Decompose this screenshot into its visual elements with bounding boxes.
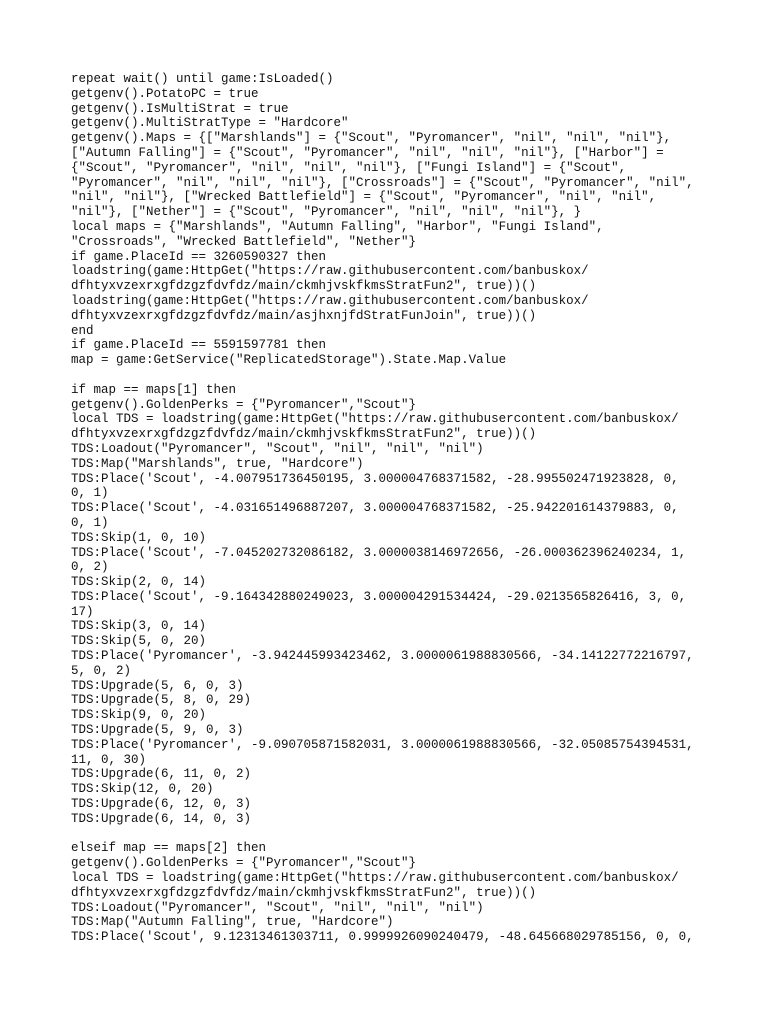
- code-line: TDS:Upgrade(5, 6, 0, 3): [71, 678, 244, 693]
- code-line: TDS:Place('Scout', -9.164342880249023, 3.000004291534424, -29.0213565826416, 3, 0,: [71, 589, 687, 604]
- code-line: TDS:Place('Scout', 9.12313461303711, 0.9999926090240479, -48.645668029785156, 0, 0,: [71, 930, 694, 945]
- code-line: TDS:Skip(2, 0, 14): [71, 575, 207, 590]
- code-line: elseif map == maps[2] then: [71, 841, 267, 856]
- code-line: TDS:Skip(12, 0, 20): [71, 782, 214, 797]
- code-line: getgenv().IsMultiStrat = true: [71, 101, 289, 116]
- code-line: {"Scout", "Pyromancer", "nil", "nil", "nil"}, ["Fungi Island"] = {"Scout",: [71, 160, 627, 175]
- code-line: TDS:Place('Pyromancer', -9.090705871582031, 3.0000061988830566, -32.05085754394531,: [71, 737, 694, 752]
- code-line: TDS:Upgrade(5, 8, 0, 29): [71, 693, 252, 708]
- code-text-block: [71, 72, 711, 945]
- code-line: TDS:Place('Scout', -7.045202732086182, 3.0000038146972656, -26.000362396240234, 1,: [71, 545, 687, 560]
- code-line: dfhtyxvzexrxgfdzgzfdvfdz/main/asjhxnjfdStratFunJoin", true))(): [71, 308, 537, 323]
- code-line: getgenv().MultiStratType = "Hardcore": [71, 116, 349, 131]
- code-line: TDS:Skip(1, 0, 10): [71, 530, 207, 545]
- code-line: TDS:Map("Marshlands", true, "Hardcore"): [71, 456, 364, 471]
- code-line: 0, 2): [71, 560, 109, 575]
- code-line: 11, 0, 30): [71, 752, 147, 767]
- code-line: getgenv().GoldenPerks = {"Pyromancer","Scout"}: [71, 397, 417, 412]
- code-line: "nil"}, ["Nether"] = {"Scout", "Pyromancer", "nil", "nil", "nil"}, }: [71, 205, 582, 220]
- code-line: TDS:Place('Scout', -4.031651496887207, 3.000004768371582, -25.942201614379883, 0,: [71, 501, 679, 516]
- blank-line: [71, 827, 711, 842]
- blank-line: [71, 368, 711, 383]
- code-line: 0, 1): [71, 486, 109, 501]
- code-line: TDS:Map("Autumn Falling", true, "Hardcore"): [71, 915, 394, 930]
- code-line: getgenv().Maps = {["Marshlands"] = {"Scout", "Pyromancer", "nil", "nil", "nil"},: [71, 131, 672, 146]
- code-line: if game.PlaceId == 5591597781 then: [71, 338, 327, 353]
- code-line: dfhtyxvzexrxgfdzgzfdvfdz/main/ckmhjvskfkmsStratFun2", true))(): [71, 427, 537, 442]
- code-line: dfhtyxvzexrxgfdzgzfdvfdz/main/ckmhjvskfkmsStratFun2", true))(): [71, 279, 537, 294]
- code-line: "Crossroads", "Wrecked Battlefield", "Nether"}: [71, 234, 417, 249]
- code-line: getgenv().PotatoPC = true: [71, 86, 259, 101]
- code-line: 17): [71, 604, 94, 619]
- code-line: map = game:GetService("ReplicatedStorage").State.Map.Value: [71, 353, 507, 368]
- code-line: repeat wait() until game:IsLoaded(): [71, 72, 334, 86]
- code-line: TDS:Upgrade(6, 12, 0, 3): [71, 797, 252, 812]
- code-line: local TDS = loadstring(game:HttpGet("https://raw.githubusercontent.com/banbuskox/: [71, 412, 679, 427]
- code-line: loadstring(game:HttpGet("https://raw.githubusercontent.com/banbuskox/: [71, 293, 589, 308]
- code-line: dfhtyxvzexrxgfdzgzfdvfdz/main/ckmhjvskfkmsStratFun2", true))(): [71, 885, 537, 900]
- code-line: TDS:Loadout("Pyromancer", "Scout", "nil", "nil", "nil"): [71, 441, 484, 456]
- code-line: "Pyromancer", "nil", "nil", "nil"}, ["Crossroads"] = {"Scout", "Pyromancer", "nil",: [71, 175, 694, 190]
- code-line: TDS:Skip(5, 0, 20): [71, 634, 207, 649]
- code-line: TDS:Loadout("Pyromancer", "Scout", "nil", "nil", "nil"): [71, 900, 484, 915]
- code-line: if game.PlaceId == 3260590327 then: [71, 249, 327, 264]
- code-line: loadstring(game:HttpGet("https://raw.githubusercontent.com/banbuskox/: [71, 264, 589, 279]
- code-line: local maps = {"Marshlands", "Autumn Falling", "Harbor", "Fungi Island",: [71, 219, 604, 234]
- code-line: local TDS = loadstring(game:HttpGet("https://raw.githubusercontent.com/banbuskox/: [71, 871, 679, 886]
- code-line: end: [71, 323, 94, 338]
- code-line: if map == maps[1] then: [71, 382, 237, 397]
- code-line: TDS:Upgrade(5, 9, 0, 3): [71, 723, 244, 738]
- code-line: ["Autumn Falling"] = {"Scout", "Pyromancer", "nil", "nil", "nil"}, ["Harbor"] =: [71, 145, 664, 160]
- code-line: TDS:Place('Scout', -4.007951736450195, 3.000004768371582, -28.995502471923828, 0,: [71, 471, 679, 486]
- code-line: TDS:Place('Pyromancer', -3.942445993423462, 3.0000061988830566, -34.14122772216797,: [71, 649, 694, 664]
- code-line: TDS:Skip(9, 0, 20): [71, 708, 207, 723]
- code-line: 5, 0, 2): [71, 663, 132, 678]
- code-line: 0, 1): [71, 515, 109, 530]
- code-line: "nil", "nil"}, ["Wrecked Battlefield"] = {"Scout", "Pyromancer", "nil", "nil",: [71, 190, 657, 205]
- code-line: TDS:Upgrade(6, 11, 0, 2): [71, 767, 252, 782]
- code-line: getgenv().GoldenPerks = {"Pyromancer","Scout"}: [71, 856, 417, 871]
- code-line: TDS:Upgrade(6, 14, 0, 3): [71, 811, 252, 826]
- code-line: TDS:Skip(3, 0, 14): [71, 619, 207, 634]
